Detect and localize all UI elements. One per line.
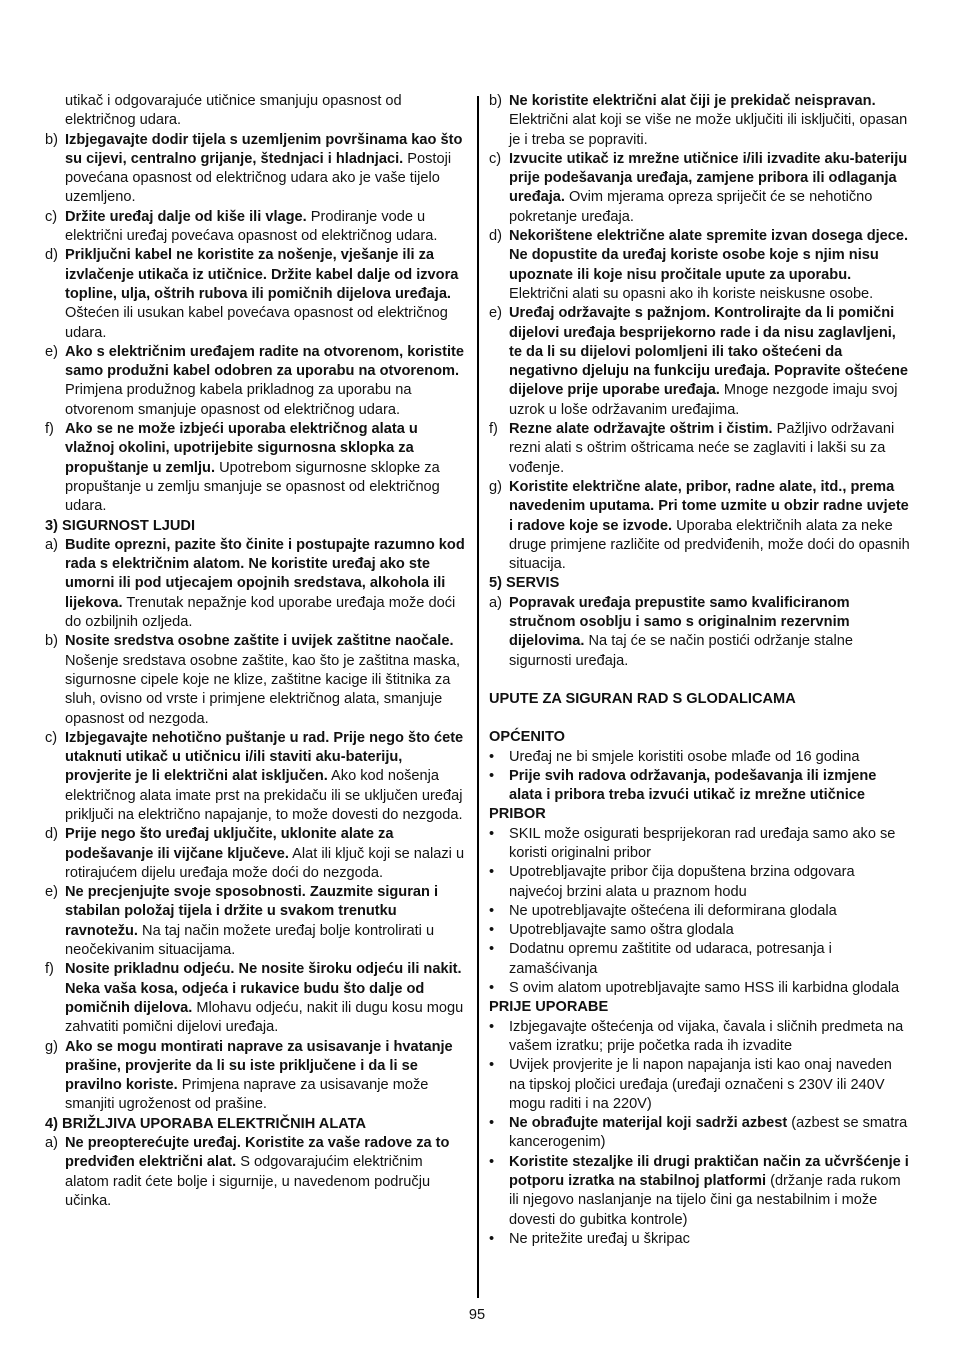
section-heading: 5) SERVIS [489,575,560,592]
list-item [45,420,465,516]
list-item [45,632,465,728]
bullet-item [489,767,911,806]
item-body: Na taj će se način postići održanje stalne sigurnosti uređaja. [509,633,853,669]
item-label: f) [45,421,54,438]
item-label: d) [489,228,502,245]
item-body: Nošenje sredstava osobne zaštite, kao što je zaštitna maska, sigurnosne cipele koje ne klize, zaštitne kacige ili štitnika za sluh, ovisno od vrste i primjene električnog alata, smanjuje opasnost od nezgoda. [65,652,461,727]
bullet-text [509,902,911,921]
item-text [509,420,911,478]
item-text [509,478,911,574]
bullet-emphasis: Ne obrađujte materijal koji sadrži azbest [509,1115,788,1132]
item-label: f) [489,421,498,438]
bullet-body: Upotrebljavajte pribor čija dopuštena brzina odgovara najvećoj brzini alata u praznom hodu [509,864,855,900]
item-label: e) [45,884,58,901]
item-text [509,594,911,671]
item-body: Primjena produžnog kabela prikladnog za uporabu na otvorenom smanjuje opasnost od električnog udara. [65,382,412,418]
list-item [489,594,911,671]
item-text [65,960,465,1037]
item-text [65,825,465,883]
list-item [45,131,465,208]
list-item [489,478,911,574]
bullet-icon: • [489,825,495,842]
item-emphasis: Izbjegavajte dodir tijela s uzemljenim površinama kao što su cijevi, centralno grijanje, štednjaci i hladnjaci. [65,131,463,167]
item-body: Prodiranje vode u električni uređaj povećava opasnost od električnog udara. [65,208,438,245]
item-text [65,343,465,420]
item-emphasis: Popravak uređaja prepustite samo kvalificiranom stručnom osoblju i samo s originalnim rezervnim dijelovima. [509,594,850,650]
bullet-body: S ovim alatom upotrebljavajte samo HSS ili karbidna glodala [509,980,900,997]
item-text [509,92,911,150]
spacer [489,671,911,690]
item-emphasis: Priključni kabel ne koristite za nošenje, vješanje ili za izvlačenje utikača iz utičnice. Držite kabel dalje od izvora topline, ulja, oštrih rubova ili pomičnih dijelova uređaja. [65,247,459,302]
item-emphasis: Rezne alate održavajte oštrim i čistim. [509,421,773,438]
item-text [65,420,465,516]
item-label: c) [45,729,58,746]
item-emphasis: Nekorištene električne alate spremite izvan dosega djece. Ne dopustite da uređaj koriste osobe koje s njim nisu upoznate ili koje nisu pročitale upute za uporabu. [509,228,909,283]
bullet-item [489,1018,911,1057]
section-heading: 4) BRIŽLJIVA UPORABA ELEKTRIČNIH ALATA [45,1115,367,1132]
list-item [489,150,911,227]
item-label: a) [45,536,58,553]
item-text [509,304,911,420]
bullet-body: Ne upotrebljavajte oštećena ili deformirana glodala [509,902,837,919]
bullet-icon: • [489,1153,495,1170]
section-heading: PRIJE UPORABE [489,999,609,1016]
item-text [65,883,465,960]
item-emphasis: Ako se mogu montirati naprave za usisavanje i hvatanje prašine, provjerite da li su iste priključene i da li se pravilno koriste. [65,1038,453,1094]
item-emphasis: Uređaj održavajte s pažnjom. Kontrolirajte da li pomični dijelovi uređaja besprijekorno rade i da nisu zaglavljeni, te da li su dijelovi polomljeni ili tako oštećeni da negativno djeluju na funkciju uređaja. Popravite oštećene dijelove prije uporabe uređaja. [509,305,908,399]
bullet-body: Uvijek provjerite je li napon napajanja isti kao onaj naveden na tipskoj pločici uređaja (uređaji označeni s 230V ili 240V mogu raditi i na 220V) [509,1057,892,1112]
list-item [45,208,465,247]
item-text [65,246,465,342]
item-emphasis: Nosite prikladnu odjeću. Ne nosite široku odjeću ili nakit. Neka vaša kosa, odjeća i rukavice budu što dalje od pomičnih dijelova. [65,961,462,1016]
list-item [45,343,465,420]
bullet-item [489,1230,911,1249]
bullet-body: (azbest se smatra kancerogenim) [509,1115,908,1151]
bullet-icon: • [489,980,495,997]
list-item [45,1134,465,1211]
item-label: d) [45,826,58,843]
item-body: Mnoge nezgode imaju svoj uzrok u loše održavanim uređajima. [509,382,898,418]
bullet-text [509,921,911,940]
list-item [489,420,911,478]
bullet-text [509,1153,911,1230]
left-column [45,92,465,1211]
bullet-text [509,1114,911,1153]
item-body: Upotrebom sigurnosne sklopke za propuštanje u zemlju smanjuje se opasnost od električnog udara. [65,459,440,515]
item-body: Pažljivo održavani rezni alati s oštrim oštricama neće se zaglaviti i lakši su za vođenje. [509,421,895,476]
item-emphasis: Ako se ne može izbjeći uporaba električnog alata u vlažnoj okolini, upotrijebite sigurnosna sklopka za propuštanje u zemlju. [65,421,418,476]
list-item [489,227,911,304]
bullet-icon: • [489,902,495,919]
list-item [45,536,465,632]
item-label: b) [45,633,58,650]
bullet-item [489,940,911,979]
item-emphasis: Izvucite utikač iz mrežne utičnice i/ili izvadite aku-bateriju prije podešavanja uređaja, zamjene pribora ili odlaganja uređaja. [509,150,908,206]
item-body: Ako kod nošenja električnog alata imate prst na prekidaču ili se uključen uređaj priključi na električno napajanje, to može dovesti do nezgoda. [65,768,463,823]
bullet-icon: • [489,864,495,881]
item-body: Oštećen ili usukan kabel povećava opasnost od električnog udara. [65,305,448,341]
item-text [509,150,911,227]
item-body: Ovim mjerama opreza spriječit će se nehotično pokretanje uređaja. [509,189,873,225]
item-body: Alat ili ključ koji se nalazi u rotirajućem dijelu uređaja može doći do nezgoda. [65,845,465,881]
bullet-icon: • [489,922,495,939]
list-item [45,825,465,883]
list-item [45,883,465,960]
spacer [489,709,911,728]
bullet-emphasis: Prije svih radova održavanja, podešavanja ili izmjene alata i pribora treba izvući utikač iz mrežne utičnice [509,767,877,804]
bullet-icon: • [489,1115,495,1132]
bullet-body: (držanje rada rukom ili njegovo naslanjanje na tijelo čini ga nestabilnim i može dovesti do gubitka kontrole) [509,1173,901,1228]
list-item [45,729,465,825]
right-column [489,92,911,1249]
bullet-text [509,940,911,979]
bullet-emphasis: Koristite stezaljke ili drugi praktičan način za učvršćenje i potporu izratka na stabilnoj platformi [509,1153,909,1190]
section-heading: UPUTE ZA SIGURAN RAD S GLODALICAMA [489,690,796,707]
item-emphasis: Ako s električnim uređajem radite na otvorenom, koristite samo produžni kabel odobren za uporabu na otvorenom. [65,343,465,380]
bullet-icon: • [489,941,495,958]
bullet-item [489,902,911,921]
item-emphasis: Prije nego što uređaj uključite, uklonite alate za podešavanje ili vijčane ključeve. [65,826,394,862]
item-text [65,208,465,247]
item-label: f) [45,961,54,978]
item-body: Na taj način možete uređaj bolje kontrolirati u neočekivanim situacijama. [65,922,435,959]
bullet-icon: • [489,1057,495,1074]
item-emphasis: Nosite sredstva osobne zaštite i uvijek zaštitne naočale. [65,633,454,650]
item-emphasis: Ne precjenjujte svoje sposobnosti. Zauzmite siguran i stabilan položaj tijela i držite u svakom trenutku ravnotežu. [65,884,439,939]
bullet-body: SKIL može osigurati besprijekoran rad uređaja samo ako se koristi originalni pribor [509,825,896,861]
bullet-item [489,921,911,940]
bullet-text [509,767,911,806]
paragraph-continuation: utikač i odgovarajuće utičnice smanjuju opasnost od električnog udara. [65,93,402,129]
item-body: Trenutak nepažnje kod uporabe uređaja može doći do ozbiljnih ozljeda. [65,594,456,631]
item-text [65,1134,465,1211]
section-heading: 3) SIGURNOST LJUDI [45,517,196,534]
bullet-item [489,979,911,998]
list-item [45,1038,465,1115]
column-divider [477,96,479,1298]
item-label: b) [45,131,58,148]
item-body: Mlohavu odjeću, nakit ili dugu kosu mogu zahvatiti pomični dijelovi uređaja. [65,999,464,1036]
bullet-text [509,1018,911,1057]
item-label: a) [45,1135,58,1152]
item-body: S odgovarajućim električnim alatom radit ćete bolje i sigurnije, u navedenom području učinka. [65,1154,431,1209]
bullet-item [489,1153,911,1230]
bullet-body: Upotrebljavajte samo oštra glodala [509,922,734,939]
page-number: 95 [468,1307,486,1323]
item-text [65,1038,465,1115]
item-body: Primjena naprave za usisavanje može smanjiti ugroženost od prašine. [65,1077,429,1113]
item-text [65,131,465,208]
list-item [45,960,465,1037]
bullet-icon: • [489,1018,495,1035]
item-body: Električni alat koji se više ne može uključiti ili isključiti, opasan je i treba se popraviti. [509,112,908,148]
item-emphasis: Držite uređaj dalje od kiše ili vlage. [65,208,307,225]
bullet-body: Dodatnu opremu zaštitite od udaraca, potresanja i zamašćivanja [509,941,832,977]
list-item [45,246,465,342]
bullet-item [489,825,911,864]
list-item [489,304,911,420]
bullet-icon: • [489,1230,495,1247]
item-label: e) [489,305,502,322]
item-text [65,729,465,825]
section-heading: PRIBOR [489,806,546,823]
item-body: Električni alati su opasni ako ih koriste neiskusne osobe. [509,285,874,302]
bullet-text [509,979,911,998]
bullet-text [509,1056,911,1114]
item-label: b) [489,93,502,109]
item-emphasis: Ne preopterećujte uređaj. Koristite za vaše radove za to predviđen električni alat. [65,1135,450,1171]
item-emphasis: Budite oprezni, pazite što činite i postupajte razumno kod rada s električnim alatom. Ne koristite uređaj ako ste umorni ili pod utjecajem opojnih sredstava, alkohola ili lijekova. [65,536,465,611]
bullet-item [489,1056,911,1114]
bullet-text [509,825,911,864]
bullet-icon: • [489,748,495,765]
bullet-text [509,1230,911,1249]
item-text [509,227,911,304]
item-label: d) [45,247,58,264]
item-label: g) [489,478,502,495]
item-emphasis: Koristite električne alate, pribor, radne alate, itd., prema navedenim uputama. Pri tome uzmite u obzir radne uvjete i radove koje se izvode. [509,478,909,534]
item-emphasis: Izbjegavajte nehotično puštanje u rad. Prije nego što ćete utaknuti utikač u utičnicu i/ili staviti aku-bateriju, provjerite je li električni alat isključen. [65,729,464,785]
bullet-body: Izbjegavajte oštećenja od vijaka, čavala i sličnih predmeta na vašem izratku; prije početka rada ih izvadite [509,1018,904,1054]
bullet-body: Uređaj ne bi smjele koristiti osobe mlađe od 16 godina [509,748,860,765]
bullet-item [489,863,911,902]
item-body: Uporaba električnih alata za neke druge primjene različite od predviđenih, može doći do opasnih situacija. [509,517,910,573]
bullet-body: Ne pritežite uređaj u škripac [509,1230,690,1247]
bullet-item [489,748,911,767]
bullet-item [489,1114,911,1153]
item-label: g) [45,1038,58,1055]
item-label: c) [45,208,58,225]
bullet-text [509,863,911,902]
item-text [65,536,465,632]
item-label: a) [489,594,502,611]
section-heading: OPĆENITO [489,729,565,746]
item-label: e) [45,343,58,360]
bullet-icon: • [489,767,495,784]
item-label: c) [489,150,502,167]
item-body: Postoji povećana opasnost od električnog udara ako je vaše tijelo uzemljeno. [65,150,452,206]
list-item [489,92,911,150]
bullet-text [509,748,911,767]
item-text [65,632,465,728]
item-emphasis: Ne koristite električni alat čiji je prekidač neispravan. [509,93,876,109]
